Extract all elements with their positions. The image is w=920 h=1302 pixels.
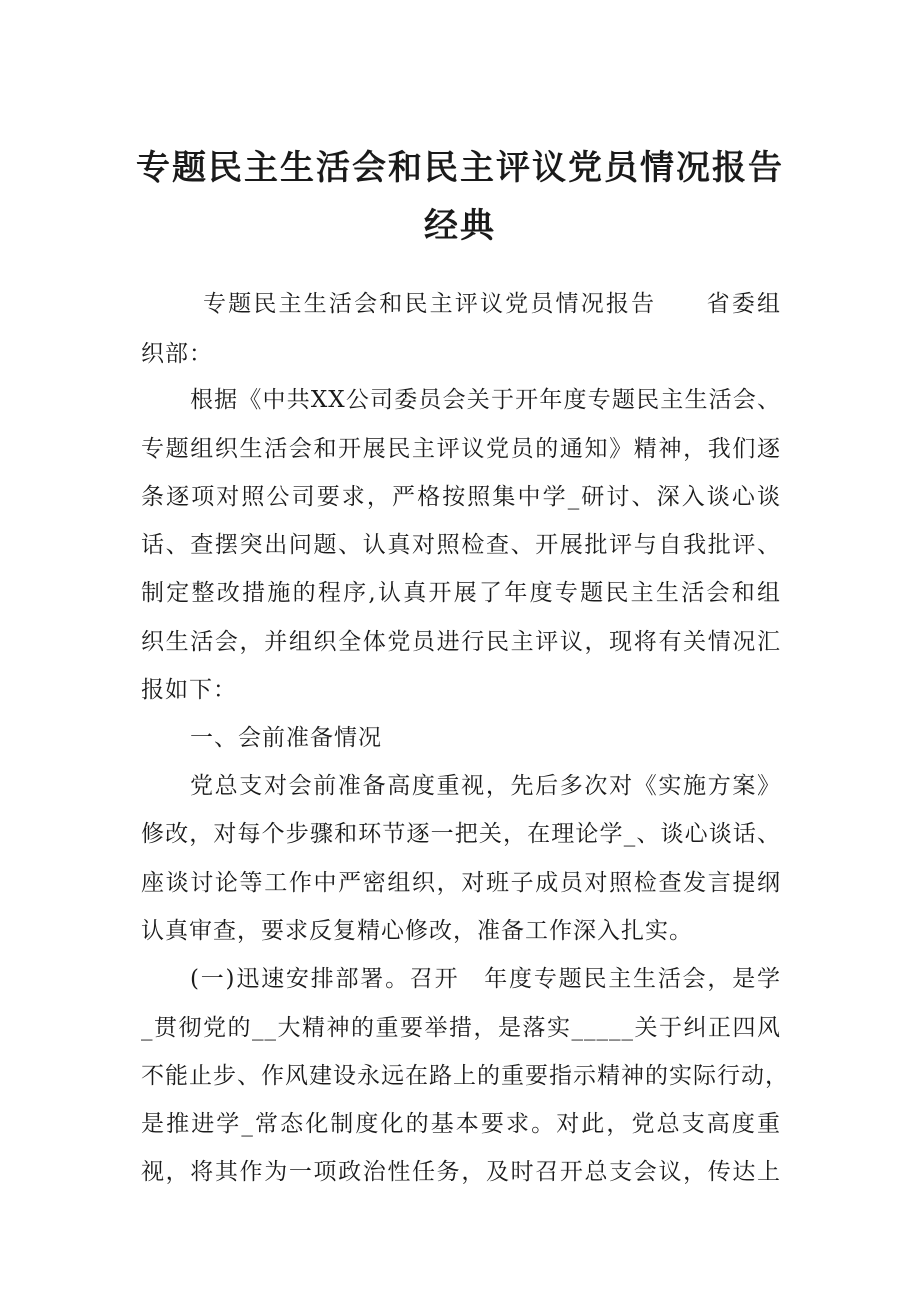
body-line: 修改，对每个步骤和环节逐一把关，在理论学_、谈心谈话、 — [141, 821, 781, 847]
body-line: (一)迅速安排部署。召开 年度专题民主生活会，是学 — [190, 966, 781, 992]
body-line: 报如下： — [141, 677, 237, 703]
body-line: _贯彻党的__大精神的重要举措，是落实_____关于纠正四风 — [141, 1015, 781, 1041]
body-line: 认真审查，要求反复精心修改，准备工作深入扎实。 — [141, 918, 693, 944]
body-line: 座谈讨论等工作中严密组织，对班子成员对照检查发言提纲 — [141, 870, 781, 896]
body-line: 制定整改措施的程序,认真开展了年度专题民主生活会和组 — [141, 580, 781, 606]
body-line: 织部： — [141, 341, 213, 367]
document-title-line-2: 经典 — [424, 206, 496, 246]
document-title-line-1: 专题民主生活会和民主评议党员情况报告 — [136, 148, 784, 188]
body-line: 专题组织生活会和开展民主评议党员的通知》精神，我们逐 — [141, 436, 781, 462]
body-line: 条逐项对照公司要求，严格按照集中学_研讨、深入谈心谈 — [141, 484, 781, 510]
body-line: 不能止步、作风建设永远在路上的重要指示精神的实际行动， — [141, 1063, 789, 1089]
body-line: 根据《中共XX公司委员会关于开年度专题民主生活会、 — [190, 387, 781, 413]
body-line: 是推进学_常态化制度化的基本要求。对此，党总支高度重 — [141, 1111, 781, 1137]
body-line: 党总支对会前准备高度重视，先后多次对《实施方案》 — [190, 773, 781, 799]
body-line: 话、查摆突出问题、认真对照检查、开展批评与自我批评、 — [141, 532, 781, 558]
body-line: 视，将其作为一项政治性任务，及时召开总支会议，传达上 — [141, 1159, 781, 1185]
body-line: 织生活会，并组织全体党员进行民主评议，现将有关情况汇 — [141, 629, 781, 655]
body-line: 专题民主生活会和民主评议党员情况报告 省委组 — [203, 291, 781, 317]
section-heading: 一、会前准备情况 — [190, 725, 382, 751]
